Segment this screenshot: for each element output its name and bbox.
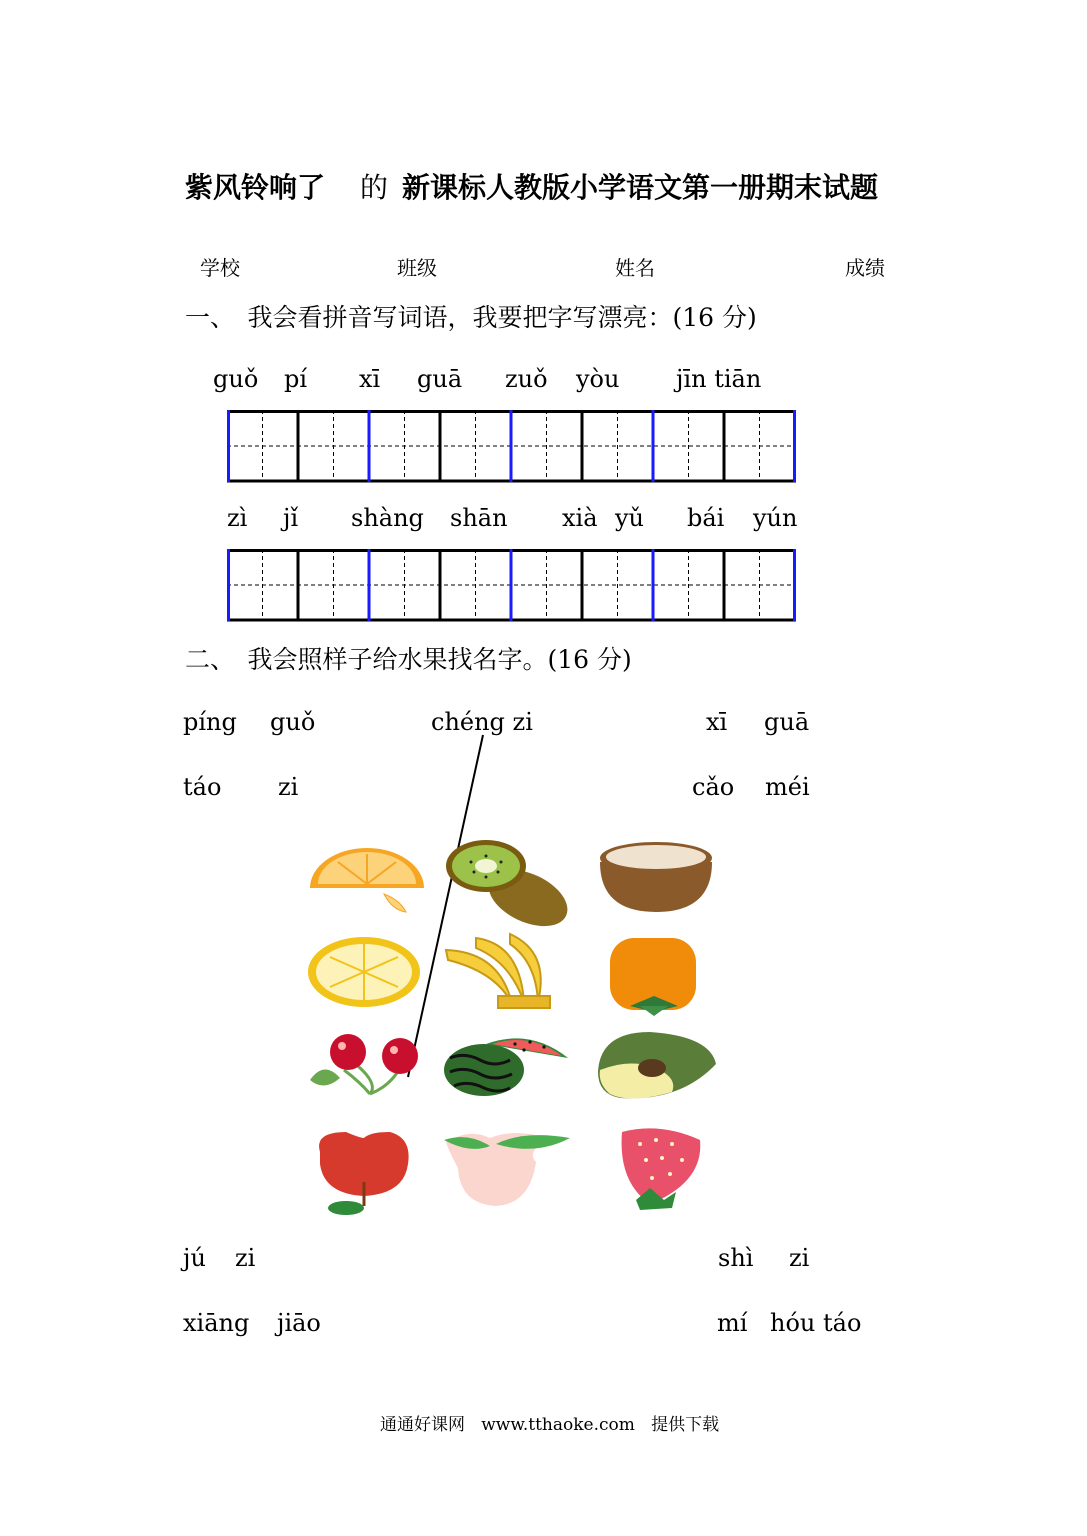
field-school: 学校 [200, 256, 240, 280]
footer-note: 提供下载 [651, 1415, 720, 1435]
persimmon-icon [610, 938, 696, 1016]
fruit-name: mí [717, 1309, 748, 1337]
peach-icon [444, 1133, 570, 1206]
apple-icon [319, 1132, 409, 1215]
fruit-name: zi [789, 1244, 810, 1272]
melon-icon [598, 1032, 716, 1099]
footer [380, 1410, 719, 1435]
fruit-name: guā [764, 708, 810, 736]
pinyin-word: bái [687, 504, 725, 532]
field-name: 姓名 [615, 256, 655, 280]
lemon-icon [308, 937, 420, 1007]
kiwi-icon [446, 840, 576, 938]
fruit-name: xiāng [183, 1309, 250, 1337]
title-part3: 新课标人教版小学语文第一册期末试题 [402, 171, 879, 204]
field-class: 班级 [397, 256, 437, 280]
fruit-name: guǒ [270, 708, 316, 736]
pinyin-word: jīn tiān [676, 365, 762, 393]
fruit-name: xī [706, 708, 728, 736]
footer-url[interactable]: www.tthaoke.com [481, 1415, 635, 1435]
pinyin-word: yǔ [615, 504, 645, 532]
coconut-icon [600, 842, 712, 912]
fruit-name: jiāo [277, 1309, 321, 1337]
strawberry-icon [622, 1128, 701, 1210]
fruit-name: zi [235, 1244, 256, 1272]
pinyin-word: xī [359, 365, 381, 393]
fruit-name: hóu táo [770, 1309, 862, 1337]
pinyin-word: guā [417, 365, 463, 393]
fruit-name: jú [183, 1244, 206, 1272]
banana-icon [446, 934, 550, 1008]
footer-site: 通通好课网 [380, 1415, 465, 1435]
fruit-name: táo [183, 773, 222, 801]
cherry-icon [310, 1034, 418, 1094]
fruit-name: shì [718, 1244, 754, 1272]
fruit-name: cǎo [692, 773, 735, 801]
pinyin-word: shàng [351, 504, 424, 532]
title-part1: 紫风铃响了 [185, 171, 326, 204]
fruit-name: zi [278, 773, 299, 801]
pinyin-word: jǐ [283, 504, 299, 532]
field-score: 成绩 [845, 256, 885, 280]
fruit-name: méi [765, 773, 810, 801]
fruit-illustrations [300, 832, 730, 1222]
orange-slice-icon [310, 848, 424, 912]
fruit-name: chéng zi [431, 708, 533, 736]
pinyin-word: shān [450, 504, 508, 532]
pinyin-word: xià [562, 504, 598, 532]
pinyin-word: zì [227, 504, 248, 532]
fruit-name: píng [183, 708, 237, 736]
pinyin-word: zuǒ [505, 365, 548, 393]
section2-heading: 二、 我会照样子给水果找名字。(16 分) [185, 645, 632, 674]
pinyin-word: pí [284, 365, 308, 393]
pinyin-word: yún [753, 504, 798, 532]
section1-heading: 一、 我会看拼音写词语，我要把字写漂亮：(16 分) [185, 303, 757, 332]
pinyin-word: guǒ [213, 365, 259, 393]
title-part2: 的 [360, 171, 389, 204]
watermelon-icon [444, 1038, 568, 1096]
pinyin-word: yòu [576, 365, 620, 393]
